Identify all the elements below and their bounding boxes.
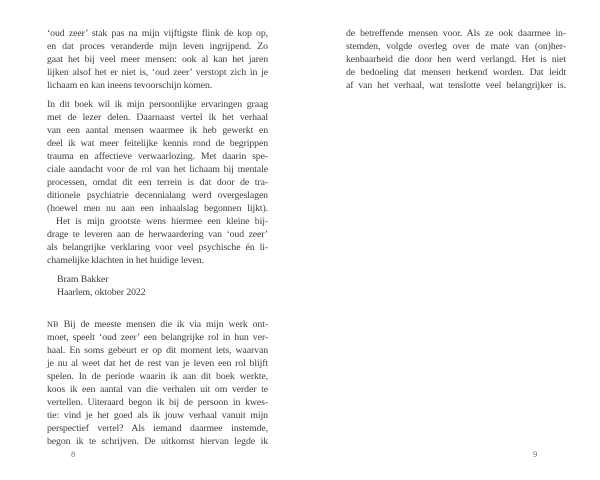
text-line: lichaam en kan ineens tevoorschijn komen.	[47, 80, 213, 91]
text-line: moet, speelt ‘oud zeer’ een belangrijke rol in hun ver-	[47, 332, 268, 343]
text-line: als belangrijke verklaring voor veel psychische én li-	[47, 242, 268, 253]
text-line: spelen. In de periode waarin ik aan dit boek werkte,	[47, 371, 268, 382]
text-line: en dat proces veranderde mijn leven ingrijpend. Zo	[47, 41, 268, 52]
text-line: chamelijke klachten in het huidige leven.	[47, 255, 204, 266]
page-left	[47, 27, 268, 459]
text-line: kenbaarheid die door hen werd verlangd. Het is niet	[346, 54, 566, 65]
text-line: de betreffende mensen voor. Als ze ook daarmee in-	[346, 28, 566, 39]
paragraph-continuation	[346, 27, 566, 92]
signature-block	[47, 273, 268, 299]
page-text	[47, 27, 268, 448]
text-line: trauma en affectieve verwaarlozing. Met daarin spe-	[47, 151, 268, 162]
text-line: perspectief vertel? Als iemand daarmee instemde,	[47, 423, 268, 434]
text-line: Haarlem, oktober 2022	[57, 287, 146, 298]
paragraph-continuation	[47, 27, 268, 92]
paragraph-nb-note	[47, 318, 268, 448]
text-line: gaat het bij veel meer mensen: ook al kan het jaren	[47, 54, 268, 65]
text-line: de bedoeling dat mensen herkend worden. Dat leidt	[346, 67, 566, 78]
page-right	[346, 27, 566, 459]
small-caps-lead: NB	[47, 320, 59, 329]
text-line: Het is mijn grootste wens hiermee een kleine bij-	[56, 216, 268, 227]
text-line: deel ik wat meer feitelijke kennis rond de begrippen	[47, 138, 268, 149]
text-line: ‘oud zeer’ stak pas na mijn vijftigste flink de kop op,	[47, 28, 268, 39]
text-line: af van het verhaal, wat tenslotte veel belangrijker is.	[346, 80, 566, 91]
text-line: drage te leveren aan de herwaardering van ‘oud zeer’	[47, 229, 268, 240]
page-number-left: 8	[71, 449, 76, 459]
page-text	[346, 27, 566, 92]
text-line: koos ik een aantal van die verhalen uit om verder te	[47, 384, 268, 395]
text-line: (hoewel men nu aan een inhaalslag begonnen lijkt).	[47, 203, 268, 214]
text-line: vertellen. Uiteraard begon ik bij de persoon in kwes-	[47, 397, 268, 408]
text-line: Bram Bakker	[57, 274, 109, 285]
text-line: van een aantal mensen waarmee ik heb gewerkt en	[47, 125, 268, 136]
paragraph-wish	[47, 215, 268, 267]
text-line: In dit boek wil ik mijn persoonlijke ervaringen graag	[47, 99, 268, 110]
text-line: ditionele psychiatrie decennialang werd overgeslagen	[47, 190, 268, 201]
text-line: begon ik te schrijven. De uitkomst hiervan legde ik	[47, 436, 268, 447]
paragraph-book-intent	[47, 98, 268, 215]
text-line: lijken alsof het er niet is, ‘oud zeer’ verstopt zich in je	[47, 67, 268, 78]
text-line: je nu al weet dat het de rest van je leven een rol blijft	[47, 358, 268, 369]
text-line: stemden, volgde overleg over de mate van (on)her-	[346, 41, 566, 52]
text-line: tie: vind je het goed als ik jouw verhaal vanuit mijn	[47, 410, 268, 421]
text-line: haal. En soms gebeurt er op dit moment iets, waarvan	[47, 345, 268, 356]
text-line: ciale aandacht voor de rol van het lichaam bij mentale	[47, 164, 268, 175]
page-number-right: 9	[533, 449, 538, 459]
text-line: NB Bij de meeste mensen die ik via mijn werk ont-	[47, 319, 268, 330]
text-line: met de lezer delen. Daarnaast vertel ik het verhaal	[47, 112, 268, 123]
text-line: processen, omdat dit een terrein is dat door de tra-	[47, 177, 268, 188]
